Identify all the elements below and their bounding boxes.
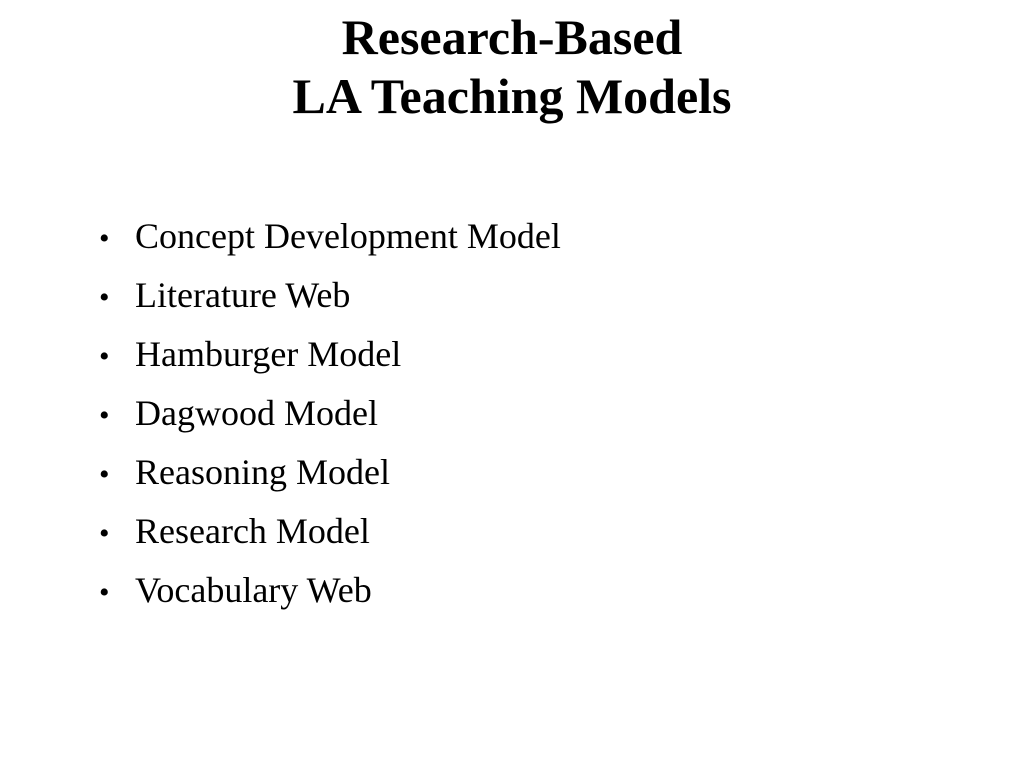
bullet-text: Hamburger Model bbox=[135, 334, 402, 374]
bullet-dot-icon: • bbox=[99, 576, 110, 609]
bullet-item-literature-web bbox=[95, 267, 561, 326]
bullet-dot-icon: • bbox=[99, 340, 110, 373]
bullet-text: Vocabulary Web bbox=[135, 570, 372, 610]
bullet-item-vocabulary-web bbox=[95, 562, 561, 621]
bullet-item-hamburger-model bbox=[95, 326, 561, 385]
bullet-text: Research Model bbox=[135, 511, 370, 551]
bullet-text: Reasoning Model bbox=[135, 452, 390, 492]
slide-title bbox=[0, 8, 1024, 126]
bullet-dot-icon: • bbox=[99, 458, 110, 491]
bullet-item-dagwood-model bbox=[95, 385, 561, 444]
title-line-1: Research-Based bbox=[341, 9, 683, 65]
bullet-list bbox=[95, 208, 561, 621]
bullet-item-research-model bbox=[95, 503, 561, 562]
bullet-dot-icon: • bbox=[99, 517, 110, 550]
bullet-dot-icon: • bbox=[99, 399, 110, 432]
bullet-dot-icon: • bbox=[99, 222, 110, 255]
bullet-text: Concept Development Model bbox=[135, 216, 561, 256]
title-line-2: LA Teaching Models bbox=[292, 68, 732, 124]
bullet-text: Literature Web bbox=[135, 275, 351, 315]
bullet-item-concept-development-model bbox=[95, 208, 561, 267]
bullet-item-reasoning-model bbox=[95, 444, 561, 503]
bullet-text: Dagwood Model bbox=[135, 393, 378, 433]
bullet-dot-icon: • bbox=[99, 281, 110, 314]
